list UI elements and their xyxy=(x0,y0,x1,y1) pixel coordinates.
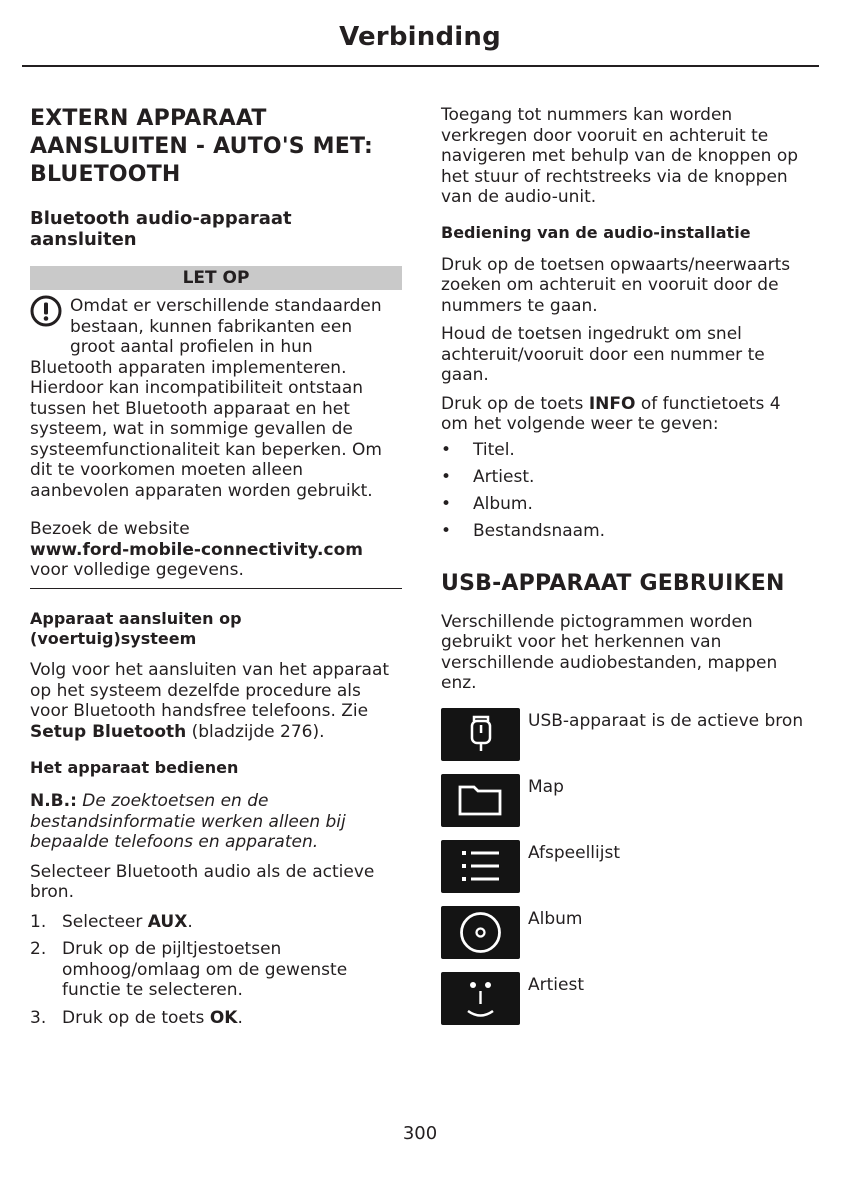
usb-intro: Verschillende pictogrammen worden gebruikt voor het herkennen van verschillende audiobestanden, mappen enz. xyxy=(441,611,778,693)
setup-bluetooth-ref: Setup Bluetooth xyxy=(30,721,187,742)
playlist-icon xyxy=(441,840,520,893)
list-item: • Titel. xyxy=(441,439,515,460)
hold-paragraph: Houd de toetsen ingedrukt om snel achteruit/vooruit door een nummer te gaan. xyxy=(441,324,765,385)
page-header-title: Verbinding xyxy=(339,22,501,52)
steps-list xyxy=(30,912,402,1029)
info-bullets xyxy=(441,440,816,548)
artist-label: Artiest xyxy=(528,974,584,995)
warning-icon xyxy=(30,295,62,331)
warning-end-rule xyxy=(30,588,402,590)
left-column xyxy=(30,105,402,1028)
list-item: 2. Druk op de pijltjestoetsen omhoog/omlaag om de gewenste functie te selecteren. xyxy=(30,939,348,1000)
playlist-label: Afspeellijst xyxy=(528,842,620,863)
info-paragraph: Druk op de toets INFO of functietoets 4 om het volgende weer te geven: xyxy=(441,393,781,434)
usb-heading: USB-APPARAAT GEBRUIKEN xyxy=(441,570,785,596)
note-label: N.B.: xyxy=(30,791,77,811)
select-paragraph: Selecteer Bluetooth audio als de actieve bron. xyxy=(30,861,375,902)
list-item: • Bestandsnaam. xyxy=(441,520,606,541)
icon-legend xyxy=(441,708,816,1028)
connect-paragraph: Volg voor het aansluiten van het apparaat op het systeem dezelfde procedure als voor Bluetooth handsfree telefoons. Zie Setup Bluetooth (bladzijde 276). xyxy=(30,660,390,742)
website-url: www.ford-mobile-connectivity.com xyxy=(30,539,363,560)
list-item: • Album. xyxy=(441,493,533,514)
section-title: EXTERN APPARAAT AANSLUITEN - AUTO'S MET: BLUETOOTH xyxy=(30,106,373,187)
usb-device-label: USB-apparaat is de actieve bron xyxy=(528,710,804,731)
album-disc-icon xyxy=(441,906,520,959)
bluetooth-connect-heading: Bluetooth audio-apparaat aansluiten xyxy=(30,208,292,250)
page-number: 300 xyxy=(402,1123,438,1144)
warning-text: Omdat er verschillende standaarden bestaan, kunnen fabrikanten een groot aantal profielen in hun Bluetooth apparaten implementeren. Hierdoor kan incompatibiliteit ontstaan tussen het Bluetooth apparaat en het systeem, wat in sommige gevallen de systeemfunctionaliteit kan beperken. Om dit te voorkomen moeten alleen aanbevolen apparaten worden gebruikt. xyxy=(30,296,382,501)
audio-operation-heading: Bediening van de audio-installatie xyxy=(441,222,751,242)
search-paragraph: Druk op de toetsen opwaarts/neerwaarts zoeken om achteruit en vooruit door de nummers te gaan. xyxy=(441,254,791,316)
warning-label: LET OP xyxy=(30,266,402,290)
connect-heading: Apparaat aansluiten op (voertuig)systeem xyxy=(30,609,242,648)
operate-heading: Het apparaat bedienen xyxy=(30,758,239,777)
album-label: Album xyxy=(528,908,583,929)
folder-icon xyxy=(441,774,520,827)
list-item: 1. Selecteer AUX. xyxy=(30,911,193,932)
artist-face-icon xyxy=(441,972,520,1025)
intro-paragraph: Toegang tot nummers kan worden verkregen door vooruit en achteruit te navigeren met behulp van de knoppen op het stuur of rechtstreeks via de knoppen van de audio-unit. xyxy=(441,105,799,207)
website-note: Bezoek de website www.ford-mobile-connectivity.com voor volledige gegevens. xyxy=(30,519,402,581)
info-key: INFO xyxy=(588,393,636,414)
note-paragraph: N.B.: De zoektoetsen en de bestandsinformatie werken alleen bij bepaalde telefoons en apparaten. xyxy=(30,791,346,852)
list-item: 3. Druk op de toets OK. xyxy=(30,1007,243,1028)
list-item: • Artiest. xyxy=(441,466,535,487)
header-rule xyxy=(22,65,819,67)
right-column xyxy=(441,105,816,1028)
usb-device-icon xyxy=(441,708,520,761)
folder-label: Map xyxy=(528,776,564,797)
